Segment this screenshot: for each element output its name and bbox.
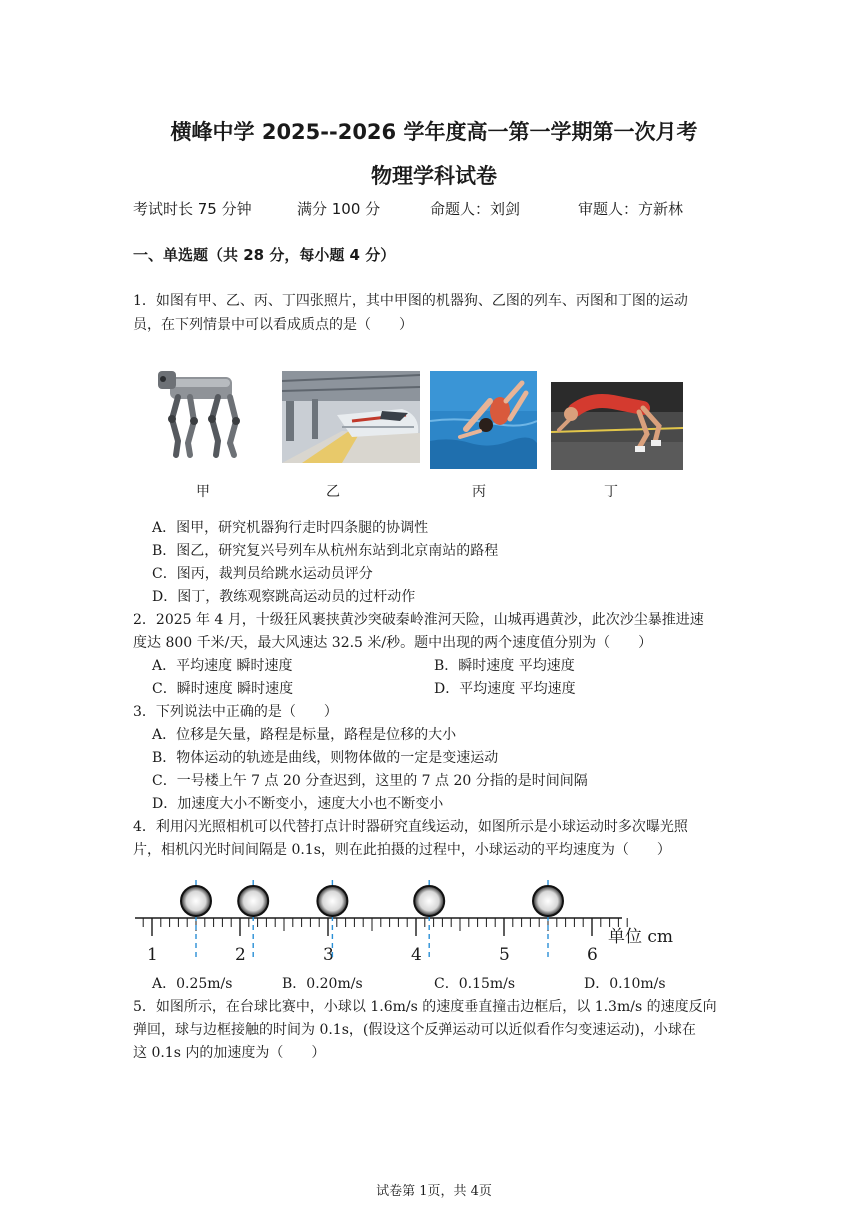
q4-option-a: A．0.25m/s [152, 976, 233, 992]
diver-image [430, 371, 537, 469]
q5-text-line2: 弹回，球与边框接触的时间为 0.1s，(假设这个反弹运动可以近似看作匀变速运动)，小球在 [133, 1022, 696, 1038]
q4-option-d: D．0.10m/s [584, 976, 666, 992]
caption-bing: 丙 [472, 484, 486, 500]
q4-text-line1: 4．利用闪光照相机可以代替打点计时器研究直线运动，如图所示是小球运动时多次曝光照 [133, 819, 688, 835]
ruler-number: 5 [499, 945, 510, 965]
robot-dog-image [148, 363, 254, 461]
ruler-unit-label: 单位 cm [608, 927, 674, 947]
ruler-labels [147, 945, 598, 965]
page-footer: 试卷第 1页，共 4页 [376, 1184, 492, 1199]
q1-text-line1: 1．如图有甲、乙、丙、丁四张照片，其中甲图的机器狗、乙图的列车、丙图和丁图的运动 [133, 293, 688, 309]
q3-option-a: A．位移是矢量，路程是标量，路程是位移的大小 [152, 727, 457, 743]
q1-option-b: B．图乙，研究复兴号列车从杭州东站到北京南站的路程 [152, 543, 499, 559]
ball-exposure [181, 886, 211, 916]
exam-title: 横峰中学 2025--2026 学年度高一第一学期第一次月考 [170, 120, 698, 144]
caption-jia: 甲 [196, 484, 210, 500]
ruler-number: 6 [587, 945, 598, 965]
q1-option-a: A．图甲，研究机器狗行走时四条腿的协调性 [152, 520, 429, 536]
reviewer: 审题人：方新林 [578, 200, 684, 218]
ball-exposure [238, 886, 268, 916]
high-jumper-image [551, 382, 683, 470]
q1-option-c: C．图丙，裁判员给跳水运动员评分 [152, 566, 373, 582]
ball-exposure [317, 886, 347, 916]
q1-option-d: D．图丁，教练观察跳高运动员的过杆动作 [152, 589, 416, 605]
q2-text-line2: 度达 800 千米/天，最大风速达 32.5 米/秒。题中出现的两个速度值分别为（ ） [133, 635, 653, 651]
q3-option-d: D．加速度大小不断变小，速度大小也不断变小 [152, 796, 444, 812]
ruler-number: 2 [235, 945, 246, 965]
q5-text-line1: 5．如图所示，在台球比赛中，小球以 1.6m/s 的速度垂直撞击边框后，以 1.3m/s 的速度反向 [133, 999, 717, 1015]
q4-option-b: B．0.20m/s [282, 976, 363, 992]
ball-exposure [414, 886, 444, 916]
q2-option-b: B．瞬时速度 平均速度 [434, 658, 575, 674]
caption-ding: 丁 [604, 484, 618, 500]
ruler-diagram [130, 878, 690, 972]
q3-option-c: C．一号楼上午 7 点 20 分查迟到，这里的 7 点 20 分指的是时间间隔 [152, 773, 588, 789]
author: 命题人：刘剑 [430, 200, 521, 218]
q4-option-c: C．0.15m/s [434, 976, 516, 992]
ruler-ticks [135, 918, 627, 936]
ruler-number: 1 [147, 945, 158, 965]
q3-option-b: B．物体运动的轨迹是曲线，则物体做的一定是变速运动 [152, 750, 499, 766]
exam-duration: 考试时长 75 分钟 [133, 200, 252, 218]
q4-text-line2: 片，相机闪光时间间隔是 0.1s，则在此拍摄的过程中，小球运动的平均速度为（ ） [133, 842, 671, 858]
q2-text-line1: 2．2025 年 4 月，十级狂风裹挟黄沙突破秦岭淮河天险，山城再遇黄沙，此次沙尘暴推进速 [133, 612, 704, 628]
q2-option-c: C．瞬时速度 瞬时速度 [152, 681, 294, 697]
q5-text-line3: 这 0.1s 内的加速度为（ ） [133, 1045, 326, 1061]
subject-title: 物理学科试卷 [371, 164, 497, 188]
q1-text-line2: 员，在下列情景中可以看成质点的是（ ） [133, 317, 413, 333]
section-title: 一、单选题（共 28 分，每小题 4 分） [133, 246, 396, 264]
caption-yi: 乙 [326, 484, 340, 500]
train-image [282, 371, 420, 463]
ruler-number: 4 [411, 945, 422, 965]
ball-exposure [533, 886, 563, 916]
ruler-number: 3 [323, 945, 334, 965]
full-score: 满分 100 分 [297, 200, 381, 218]
q3-text: 3．下列说法中正确的是（ ） [133, 704, 338, 720]
ruler-balls [181, 886, 563, 916]
q2-option-a: A．平均速度 瞬时速度 [152, 658, 293, 674]
q2-option-d: D．平均速度 平均速度 [434, 681, 576, 697]
